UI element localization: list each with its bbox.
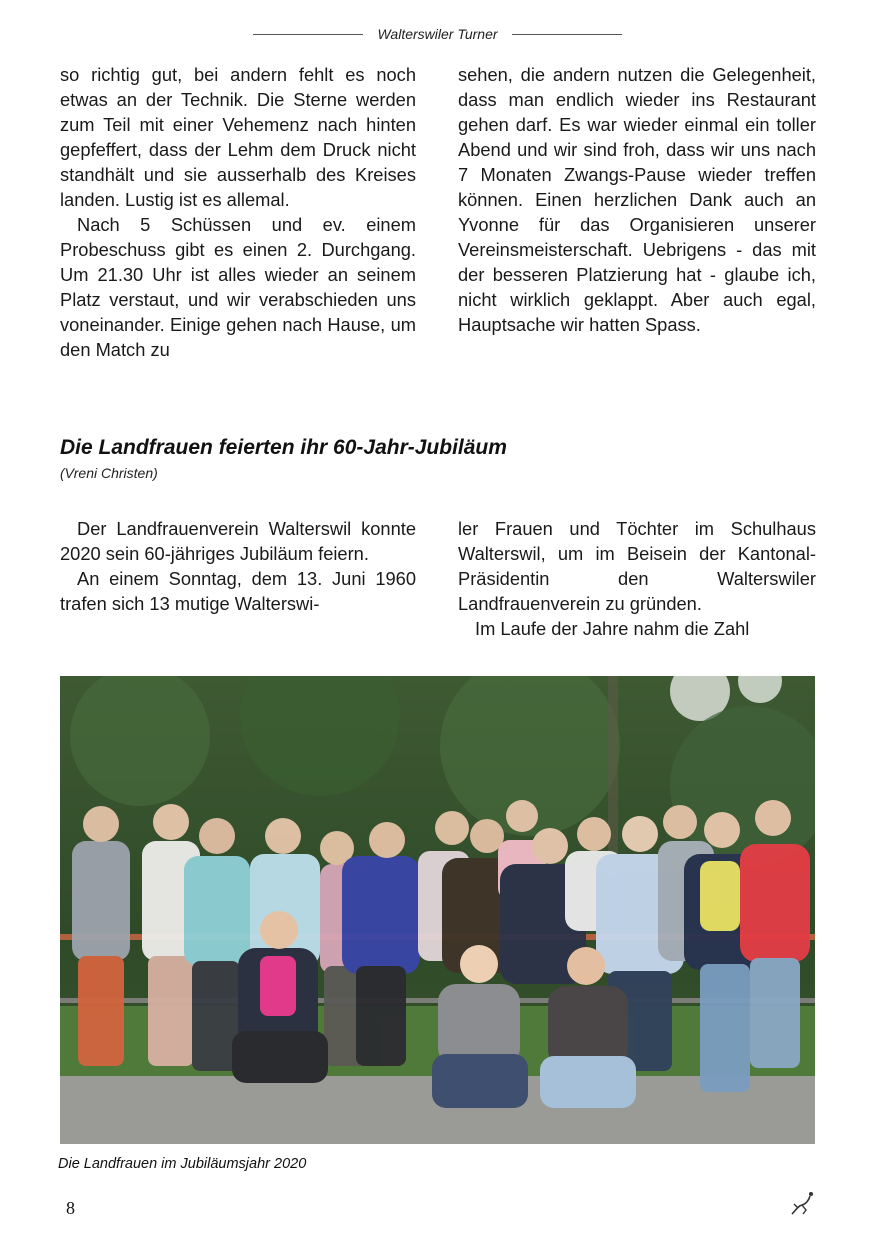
article-title: Die Landfrauen feierten ihr 60-Jahr-Jubiläum [60,436,507,459]
article-byline: (Vreni Christen) [60,465,158,481]
paragraph: ler Frauen und Töchter im Schulhaus Walterswil, um im Beisein der Kantonal- Präsidentin den Walterswiler Landfrauenverein zu gründen. [458,518,816,614]
paragraph: An einem Sonntag, dem 13. Juni 1960 trafen sich 13 mutige Walterswi- [60,568,416,614]
top-left-column [60,62,416,362]
article-right-column [458,516,816,641]
header-rule-right [512,34,622,35]
header-title: Walterswiler Turner [377,26,498,42]
header-rule-left [253,34,363,35]
paragraph: Im Laufe der Jahre nahm die Zahl [475,618,750,639]
paragraph: sehen, die andern nutzen die Gelegenheit, dass man endlich wieder ins Restaurant gehen darf. Es war wieder einmal ein toller Abend und wir sind froh, dass wir uns nach 7 Monaten Zwangs-Pause wieder treffen können. Einen herzlichen Dank auch an Yvonne für das Organisieren unserer Vereinsmeisterschaft. Uebrigens - das mit der besseren Platzierung hat - glaube ich, nicht wirklich geklappt. Aber auch egal, Hauptsache wir hatten Spass. [458,64,816,335]
gymnast-logo-icon [788,1190,816,1218]
photo-caption: Die Landfrauen im Jubiläumsjahr 2020 [58,1156,307,1172]
article-left-column [60,516,416,616]
page-number: 8 [66,1198,75,1218]
paragraph: so richtig gut, bei andern fehlt es noch etwas an der Technik. Die Sterne werden zum Teil mit einer Vehemenz nach hinten gepfeffert, dass der Lehm dem Druck nicht standhält und sie ausserhalb des Kreises landen. Lustig ist es allemal. [60,64,416,210]
top-right-column [458,62,816,337]
group-photo [60,676,815,1144]
running-header [0,24,875,44]
paragraph: Der Landfrauenverein Walterswil konnte 2020 sein 60-jähriges Jubiläum feiern. [60,518,416,564]
paragraph: Nach 5 Schüssen und ev. einem Probeschuss gibt es einen 2. Durchgang. Um 21.30 Uhr ist alles wieder an seinem Platz verstaut, und wir verabschieden uns voneinander. Einige gehen nach Hause, um den Match zu [60,214,416,360]
